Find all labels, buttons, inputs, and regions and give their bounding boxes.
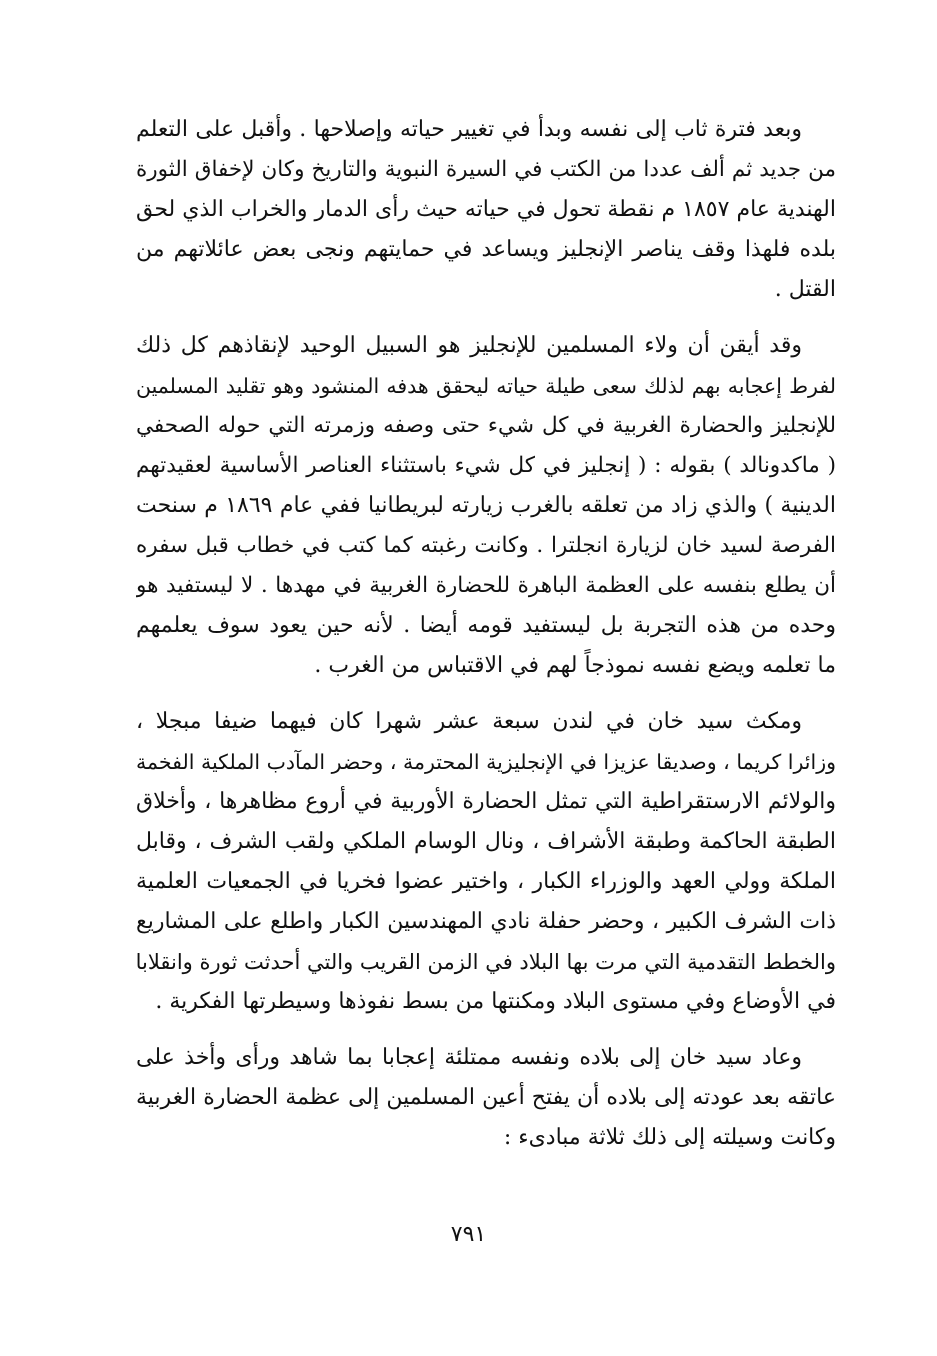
paragraph [136, 110, 836, 310]
text-line: ( ماكدونالد ) بقوله : ( إنجليز في كل شيء باستثناء العناصر الأساسية لعقيدتهم [136, 453, 836, 478]
text-line: القتل . [774, 277, 836, 302]
text-line: من جديد ثم ألف عددا من الكتب في السيرة النبوية والتاريخ وكان لإخفاق الثورة [136, 157, 836, 182]
text-line: عاتقه بعد عودته إلى بلاده أن يفتح أعين المسلمين إلى عظمة الحضارة الغربية [136, 1085, 836, 1110]
text-line: الفرصة لسيد خان لزيارة انجلترا . وكانت رغبته كما كتب في خطاب قبل سفره [136, 533, 836, 558]
page-number: ٧٩١ [450, 1222, 487, 1247]
text-line: والولائم الارستقراطية التي تمثل الحضارة الأوربية في أروع مظاهرها ، وأخلاق [136, 789, 836, 814]
text-line: وعاد سيد خان إلى بلاده ونفسه ممتلئة إعجابا بما شاهد ورأى وأخذ على [136, 1045, 802, 1070]
body-text [136, 110, 836, 1174]
text-line: وبعد فترة ثاب إلى نفسه وبدأ في تغيير حياته وإصلاحها . وأقبل على التعلم [136, 117, 802, 142]
text-line: ما تعلمه ويضع نفسه نموذجاً لهم في الاقتباس من الغرب . [314, 653, 836, 678]
text-line: للإنجليز والحضارة الغربية في كل شيء حتى وصفه وزمرته التي حوله الصحفي [136, 413, 836, 438]
text-line: الطبقة الحاكمة وطبقة الأشراف ، ونال الوسام الملكي ولقب الشرف ، وقابل [136, 829, 836, 854]
text-line: والخطط التقدمية التي مرت بها البلاد في الزمن القريب والتي أحدثت ثورة وانقلابا [136, 950, 836, 974]
text-line: بلده فلهذا وقف يناصر الإنجليز ويساعد في حمايتهم ونجى بعض عائلاتهم من [136, 237, 836, 262]
text-line: وزائرا كريما ، وصديقا عزيزا في الإنجليزية المحترمة ، وحضر المآدب الملكية الفخمة [136, 750, 836, 774]
text-line: أن يطلع بنفسه على العظمة الباهرة للحضارة الغربية في مهدها . لا ليستفيد هو [136, 573, 836, 598]
text-line: الملكة وولي العهد والوزراء الكبار ، واختير عضوا فخريا في الجمعيات العلمية [136, 869, 836, 894]
text-line: في الأوضاع وفي مستوى البلاد ومكنتها من بسط نفوذها وسيطرتها الفكرية . [155, 989, 836, 1014]
paragraph [136, 1038, 836, 1158]
text-line: الدينية ) والذي زاد من تعلقه بالغرب زيارته لبريطانيا ففي عام ١٨٦٩ م سنحت [136, 493, 836, 518]
paragraph [136, 326, 836, 686]
text-line: لفرط إعجابه بهم لذلك سعى طيلة حياته ليحقق هدفه المنشود وهو تقليد المسلمين [136, 374, 836, 398]
text-line: وحده من هذه التجربة بل ليستفيد قومه أيضا . لأنه حين يعود سوف يعلمهم [136, 613, 836, 638]
text-line: ذات الشرف الكبير ، وحضر حفلة نادي المهندسين الكبار واطلع على المشاريع [136, 909, 836, 934]
text-line: وكانت وسيلته إلى ذلك ثلاثة مبادىء : [503, 1125, 836, 1150]
text-line: الهندية عام ١٨٥٧ م نقطة تحول في حياته حيث رأى الدمار والخراب الذي لحق [136, 197, 836, 222]
paragraph [136, 702, 836, 1022]
text-line: وقد أيقن أن ولاء المسلمين للإنجليز هو السبيل الوحيد لإنقاذهم كل ذلك [136, 333, 802, 358]
text-line: ومكث سيد خان في لندن سبعة عشر شهرا كان فيهما ضيفا مبجلا ، [136, 709, 802, 734]
